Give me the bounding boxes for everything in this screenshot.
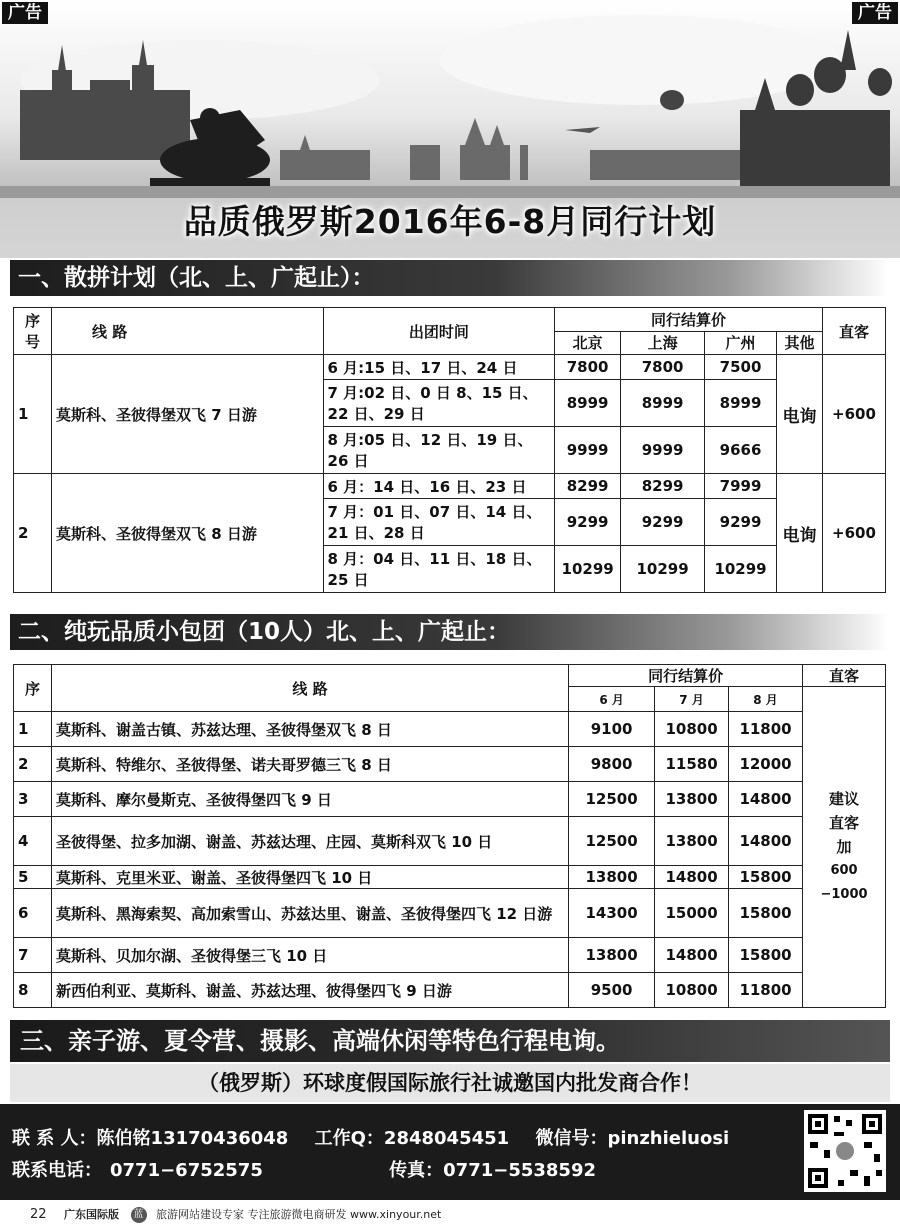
table-row	[14, 355, 886, 380]
price-august: 15800	[729, 938, 803, 973]
price-other: 电询	[777, 474, 823, 593]
edition-label: 广东国际版	[64, 1208, 120, 1221]
table-row	[14, 866, 886, 889]
price-beijing: 8999	[555, 380, 621, 427]
tour-seq: 1	[14, 355, 52, 474]
price-july: 13800	[655, 817, 729, 866]
price-shanghai: 7800	[621, 355, 705, 380]
header-month-8: 8 月	[729, 687, 803, 712]
price-august: 15800	[729, 866, 803, 889]
sponsor-slogan: 旅游网站建设专家 专注旅游微电商研发 www.xinyour.net	[156, 1208, 442, 1221]
row-route: 圣彼得堡、拉多加湖、谢盖、苏兹达理、庄园、莫斯科双飞 10 日	[51, 817, 568, 866]
fax-label: 传真：	[389, 1160, 444, 1181]
price-august: 11800	[729, 973, 803, 1008]
price-guangzhou: 7999	[705, 474, 777, 499]
header-route: 线 路	[51, 308, 323, 355]
price-july: 10800	[655, 712, 729, 747]
price-shanghai: 10299	[621, 546, 705, 593]
direct-note-line: 建议	[829, 790, 860, 808]
price-june: 12500	[569, 817, 655, 866]
contact-person-label: 联 系 人：	[12, 1128, 97, 1149]
tour-route: 莫斯科、圣彼得堡双飞 7 日游	[51, 355, 323, 474]
table-row	[14, 938, 886, 973]
row-seq: 8	[14, 973, 52, 1008]
small-group-table	[13, 664, 886, 1008]
price-june: 9500	[569, 973, 655, 1008]
price-june: 13800	[569, 866, 655, 889]
price-other: 电询	[777, 355, 823, 474]
table-row	[14, 782, 886, 817]
price-beijing: 8299	[555, 474, 621, 499]
row-seq: 5	[14, 866, 52, 889]
price-august: 15800	[729, 889, 803, 938]
ad-label-left: 广告	[2, 2, 48, 24]
price-shanghai: 9999	[621, 427, 705, 474]
price-june: 12500	[569, 782, 655, 817]
page-number: 22	[30, 1207, 47, 1222]
row-seq: 4	[14, 817, 52, 866]
wechat-label: 微信号：	[535, 1128, 608, 1149]
row-route: 莫斯科、特维尔、圣彼得堡、诺夫哥罗德三飞 8 日	[51, 747, 568, 782]
header-seq: 序号	[14, 308, 52, 355]
row-route: 莫斯科、克里米亚、谢盖、圣彼得堡四飞 10 日	[51, 866, 568, 889]
phone-label: 联系电话：	[12, 1160, 102, 1181]
direct-note-line: 直客	[829, 814, 860, 832]
row-route: 莫斯科、贝加尔湖、圣彼得堡三飞 10 日	[51, 938, 568, 973]
contact-person: 陈伯铭13170436048	[96, 1128, 289, 1149]
price-july: 14800	[655, 938, 729, 973]
header-direct: 直客	[822, 308, 885, 355]
header-beijing: 北京	[555, 331, 621, 355]
price-shanghai: 8999	[621, 380, 705, 427]
phone-number: 0771−6752575	[110, 1160, 263, 1181]
table-row	[14, 973, 886, 1008]
price-june: 13800	[569, 938, 655, 973]
table-row	[14, 889, 886, 938]
table-row	[14, 747, 886, 782]
price-shanghai: 9299	[621, 499, 705, 546]
banner-title: 品质俄罗斯2016年6-8月同行计划	[183, 202, 717, 241]
tour-seq: 2	[14, 474, 52, 593]
tour-date: 8 月:05 日、12 日、19 日、26 日	[323, 427, 555, 474]
price-august: 12000	[729, 747, 803, 782]
tour-date: 7 月:02 日、0 日 8、15 日、22 日、29 日	[323, 380, 555, 427]
price-july: 14800	[655, 866, 729, 889]
table-header-row	[14, 308, 886, 332]
header-month-7: 7 月	[655, 687, 729, 712]
tour-date: 7 月：01 日、07 日、14 日、21 日、28 日	[323, 499, 555, 546]
price-guangzhou: 10299	[705, 546, 777, 593]
tour-date: 6 月：14 日、16 日、23 日	[323, 474, 555, 499]
price-direct: +600	[822, 355, 885, 474]
header-banner	[0, 0, 900, 258]
price-beijing: 9999	[555, 427, 621, 474]
row-seq: 3	[14, 782, 52, 817]
price-guangzhou: 8999	[705, 380, 777, 427]
price-june: 14300	[569, 889, 655, 938]
price-july: 10800	[655, 973, 729, 1008]
table-row	[14, 817, 886, 866]
price-beijing: 7800	[555, 355, 621, 380]
qr-code-icon	[804, 1110, 886, 1192]
direct-note-line: 600	[830, 863, 858, 878]
price-july: 11580	[655, 747, 729, 782]
section1-title: 一、散拼计划（北、上、广起止）：	[10, 260, 890, 296]
price-shanghai: 8299	[621, 474, 705, 499]
row-route: 新西伯利亚、莫斯科、谢盖、苏兹达理、彼得堡四飞 9 日游	[51, 973, 568, 1008]
contact-row-1	[12, 1124, 729, 1150]
price-beijing: 10299	[555, 546, 621, 593]
header-seq: 序	[14, 665, 52, 712]
price-guangzhou: 7500	[705, 355, 777, 380]
table-row	[14, 712, 886, 747]
header-shanghai: 上海	[621, 331, 705, 355]
group-tour-table	[13, 307, 886, 593]
direct-note-line: 加	[836, 838, 852, 856]
price-august: 14800	[729, 782, 803, 817]
price-july: 13800	[655, 782, 729, 817]
direct-note	[803, 687, 886, 1008]
contact-block	[0, 1104, 900, 1200]
header-guangzhou: 广州	[705, 331, 777, 355]
section3-title: 三、亲子游、夏令营、摄影、高端休闲等特色行程电询。	[10, 1020, 890, 1062]
contact-row-2	[12, 1156, 596, 1182]
row-seq: 2	[14, 747, 52, 782]
tour-date: 8 月：04 日、11 日、18 日、25 日	[323, 546, 555, 593]
price-beijing: 9299	[555, 499, 621, 546]
header-other: 其他	[777, 331, 823, 355]
header-direct: 直客	[803, 665, 886, 687]
invitation-banner: （俄罗斯）环球度假国际旅行社诚邀国内批发商合作！	[10, 1064, 890, 1102]
header-price-group: 同行结算价	[555, 308, 823, 332]
price-august: 14800	[729, 817, 803, 866]
price-guangzhou: 9299	[705, 499, 777, 546]
header-month-6: 6 月	[569, 687, 655, 712]
row-route: 莫斯科、谢盖古镇、苏兹达理、圣彼得堡双飞 8 日	[51, 712, 568, 747]
header-price-group: 同行结算价	[569, 665, 803, 687]
row-seq: 6	[14, 889, 52, 938]
work-q-label: 工作Q：	[314, 1128, 384, 1149]
header-date: 出团时间	[323, 308, 555, 355]
section2-title: 二、纯玩品质小包团（10人）北、上、广起止：	[10, 614, 890, 650]
page-footer	[0, 1200, 900, 1230]
price-july: 15000	[655, 889, 729, 938]
wechat-id: pinzhieluosi	[607, 1128, 730, 1149]
price-guangzhou: 9666	[705, 427, 777, 474]
row-seq: 1	[14, 712, 52, 747]
sponsor-logo-icon: 蓝	[131, 1207, 147, 1223]
row-seq: 7	[14, 938, 52, 973]
table-header-row	[14, 665, 886, 687]
tour-date: 6 月:15 日、17 日、24 日	[323, 355, 555, 380]
row-route: 莫斯科、黑海索契、高加索雪山、苏兹达里、谢盖、圣彼得堡四飞 12 日游	[51, 889, 568, 938]
ad-label-right: 广告	[852, 2, 898, 24]
price-direct: +600	[822, 474, 885, 593]
row-route: 莫斯科、摩尔曼斯克、圣彼得堡四飞 9 日	[51, 782, 568, 817]
table-row	[14, 474, 886, 499]
tour-route: 莫斯科、圣彼得堡双飞 8 日游	[51, 474, 323, 593]
header-route: 线 路	[51, 665, 568, 712]
price-june: 9800	[569, 747, 655, 782]
direct-note-line: −1000	[820, 887, 868, 902]
work-q: 2848045451	[383, 1128, 510, 1149]
fax-number: 0771−5538592	[443, 1160, 596, 1181]
price-august: 11800	[729, 712, 803, 747]
price-june: 9100	[569, 712, 655, 747]
